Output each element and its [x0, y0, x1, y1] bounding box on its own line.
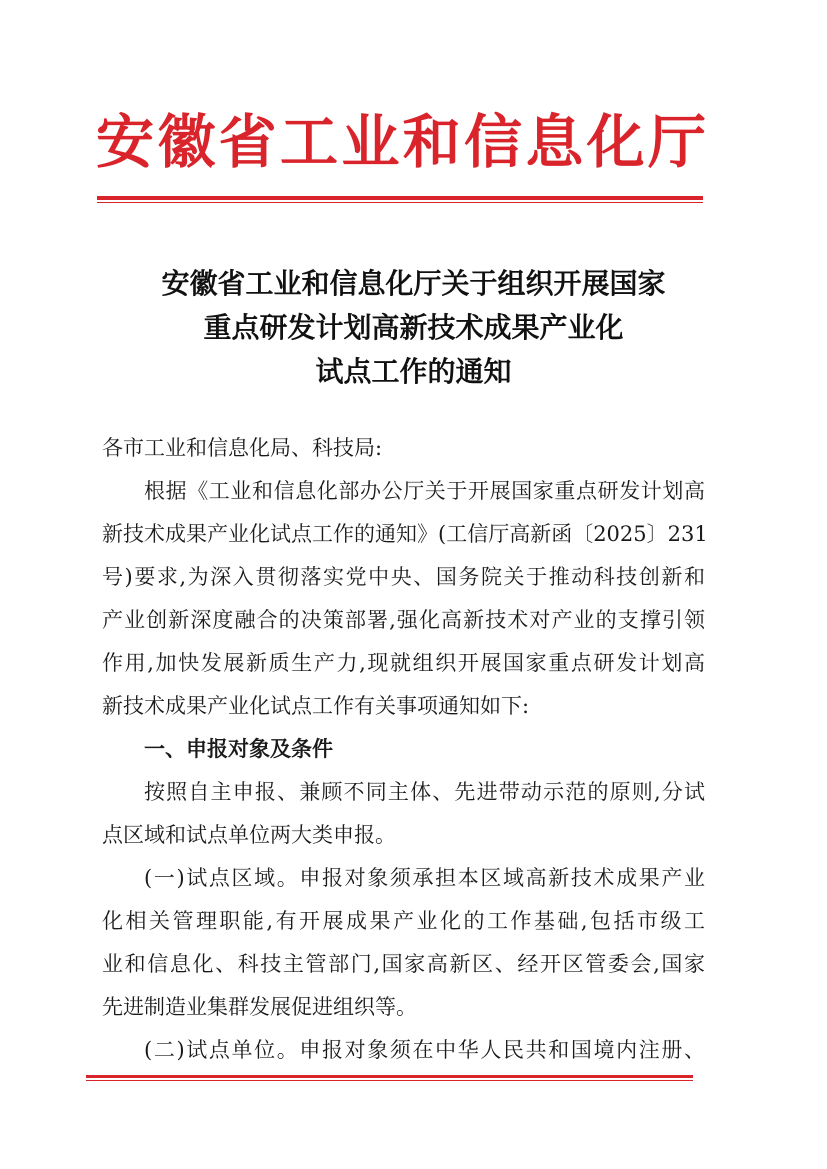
- paragraph-1-line-2: 新技术成果产业化试点工作的通知》(工信厅高新函〔2025〕231: [102, 522, 708, 546]
- document-body: [102, 427, 708, 1072]
- paragraph-3-line-2: 化相关管理职能,有开展成果产业化的工作基础,包括市级工: [102, 909, 705, 933]
- footer-red-rule-thin: [86, 1080, 693, 1081]
- paragraph-1-line-6: 新技术成果产业化试点工作有关事项通知如下:: [102, 694, 530, 718]
- paragraph-2-line-1: 按照自主申报、兼顾不同主体、先进带动示范的原则,分试: [144, 780, 705, 804]
- paragraph-1-line-3: 号)要求,为深入贯彻落实党中央、国务院关于推动科技创新和: [102, 565, 705, 589]
- paragraph-3-line-3: 业和信息化、科技主管部门,国家高新区、经开区管委会,国家: [102, 952, 705, 976]
- document-header-org-name: 安徽省工业和信息化厅: [96, 108, 706, 176]
- footer-red-rule: [86, 1075, 693, 1078]
- document-title-line-2: 重点研发计划高新技术成果产业化: [203, 311, 624, 344]
- paragraph-1-line-1: 根据《工业和信息化部办公厅关于开展国家重点研发计划高: [144, 479, 705, 503]
- paragraph-3-line-1: (一)试点区域。申报对象须承担本区域高新技术成果产业: [144, 866, 705, 890]
- header-red-rule: [97, 196, 703, 200]
- paragraph-1: [102, 470, 708, 728]
- document-title: [60, 262, 767, 394]
- paragraph-4: [102, 1029, 705, 1072]
- paragraph-4-line-1: (二)试点单位。申报对象须在中华人民共和国境内注册、: [144, 1038, 705, 1062]
- paragraph-1-line-5: 作用,加快发展新质生产力,现就组织开展国家重点研发计划高: [102, 651, 705, 675]
- salutation: 各市工业和信息化局、科技局:: [102, 436, 383, 460]
- paragraph-3-line-4: 先进制造业集群发展促进组织等。: [102, 995, 417, 1019]
- paragraph-2-line-2: 点区域和试点单位两大类申报。: [102, 823, 396, 847]
- document-title-line-3: 试点工作的通知: [315, 355, 512, 388]
- document-title-line-1: 安徽省工业和信息化厅关于组织开展国家: [161, 267, 666, 300]
- paragraph-2: [102, 771, 705, 857]
- paragraph-1-line-4: 产业创新深度融合的决策部署,强化高新技术对产业的支撑引领: [102, 608, 705, 632]
- section-heading-1: 一、申报对象及条件: [144, 737, 333, 761]
- header-red-rule-thin: [97, 202, 703, 203]
- paragraph-3: [102, 857, 705, 1029]
